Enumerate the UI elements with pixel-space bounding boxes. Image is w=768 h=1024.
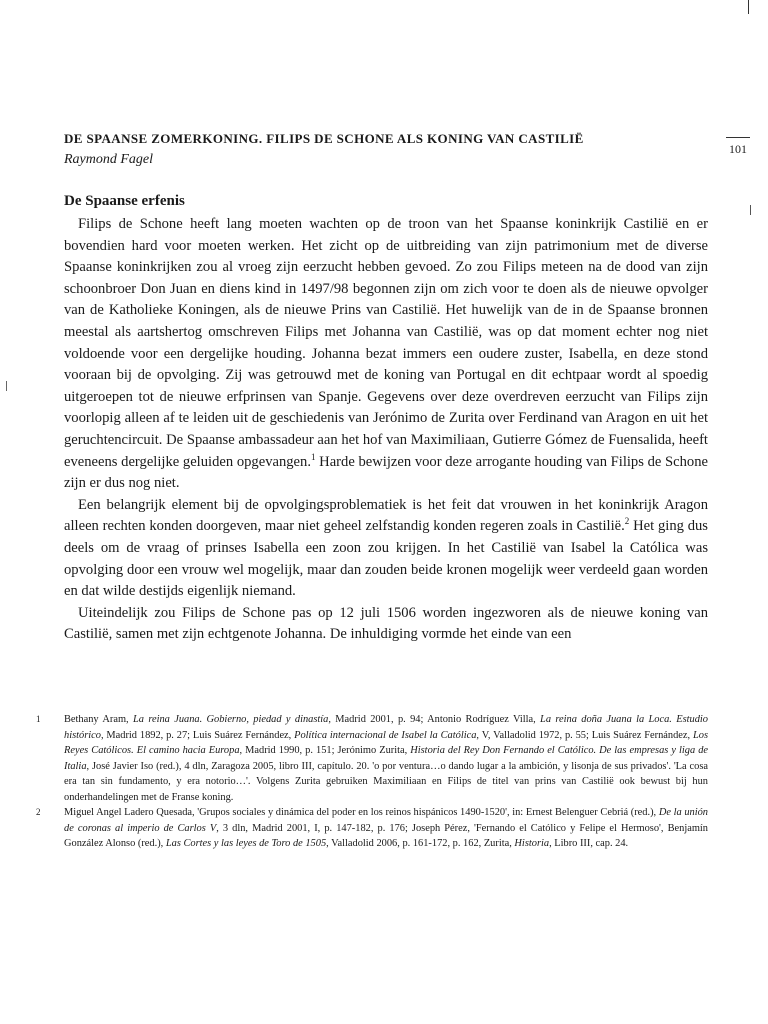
- footnote-segment: , V, Valladolid 1972, p. 55; Luis Suárez Fernández,: [476, 729, 693, 741]
- footnote-title: Los Reyes Católicos. El camino hacia Europa: [64, 729, 708, 756]
- footnote-segment: , Madrid 1990, p. 151; Jerónimo Zurita,: [239, 745, 411, 756]
- footnote-title: Política internacional de Isabel la Católica: [294, 729, 477, 741]
- footnote-number: 1: [36, 714, 41, 724]
- edge-mark: [748, 0, 749, 14]
- footnote-segment: , 3 dln, Madrid 2001, I, p. 147-182, p. 176; Joseph Pérez, 'Fernando el Católico y Felipe el Hermoso', Benjamín González Alonso (red.),: [64, 822, 708, 849]
- footnote: [36, 805, 708, 852]
- article-author: Raymond Fagel: [64, 152, 154, 167]
- footnote-segment: , Madrid 2001, p. 94; Antonio Rodríguez Villa,: [328, 714, 541, 725]
- footnote-text: [64, 712, 708, 805]
- footnote-segment: , Madrid 1892, p. 27; Luis Suárez Fernández,: [100, 729, 295, 741]
- page-number-rule: [726, 137, 750, 138]
- footnote-number: 2: [36, 807, 41, 817]
- paragraph-text: Een belangrijk element bij de opvolgingsproblematiek is het feit dat vrouwen in het koninkrijk Aragon alleen rechten konden doorgeven, maar niet geheel zelfstandig konden regeren zoals in Castilië.: [64, 496, 708, 535]
- paragraph-text: Harde bewijzen voor deze arrogante houding van Filips de Schone zijn er dus nog niet.: [64, 453, 708, 492]
- footnote-segment: Miguel Angel Ladero Quesada, 'Grupos sociales y dinámica del poder en los reinos hispánicos 1490-1520', in: Ernest Belenguer Cebriá (red.),: [64, 807, 659, 818]
- article-title: DE SPAANSE ZOMERKONING. FILIPS DE SCHONE ALS KONING VAN CASTILIË: [64, 131, 584, 146]
- footnotes: [36, 712, 708, 852]
- paragraph-text: Filips de Schone heeft lang moeten wachten op de troon van het Spaanse koninkrijk Castilië en er bovendien hard voor moeten werken. Het zicht op de uitbreiding van zijn patrimonium met de diverse Spaanse koninkrijken zou al vroeg zijn eerzucht hebben gevoed. Zo zou Filips meteen na de dood van zijn schoonbroer Don Juan en diens kind in 1497/98 begonnen zijn om zich voor te doen als de nieuwe opvolger van de Katholieke Koningen, als de nieuwe Prins van Castilië. Het huwelijk van de in de Spaanse bronnen meestal als aartshertog omschreven Filips met Johanna van Castilië, was op dat moment echter nog niet voldoende voor een dergelijke houding. Johanna bezat immers een oudere zuster, Isabella, en deze stond vooraan bij de opvolging. Zij was getrouwd met de koning van Portugal en dit echtpaar wordt al spoedig uitgeroepen tot de nieuwe erfprinsen van Spanje. Gegevens over deze overdreven eerzucht van Filips zijn voorlopig alleen af te leiden uit de geschiedenis van Jerónimo de Zurita over Ferdinand van Aragon en uit het geruchtencircuit. De Spaanse ambassadeur aan het hof van Maximiliaan, Gutierre Gómez de Fuensalida, heeft eveneens dergelijke geluiden opgevangen.: [64, 216, 708, 470]
- footnote-title: Historia: [514, 838, 550, 849]
- paragraph: [64, 495, 708, 603]
- footnote-segment: , Libro III, cap. 24.: [549, 838, 629, 849]
- paragraph: [64, 603, 708, 646]
- edge-mark: [750, 205, 751, 215]
- paragraph-text: Het ging dus deels om de vraag of prinses Isabella een zoon zou krijgen. In het Castilië van Isabel la Católica was opvolging door een vrouw wel mogelijk, maar dan zouden beide kronen mogelijk weer verdeeld gaan worden en dat wilde destijds eigenlijk niemand.: [64, 518, 708, 600]
- footnote-title: La reina Juana. Gobierno, piedad y dinastía: [133, 714, 329, 725]
- footnote-title: Las Cortes y las leyes de Toro de 1505: [165, 838, 327, 849]
- footnote-title: La reina doña Juana la Loca. Estudio histórico: [64, 714, 708, 741]
- footnote-title: Historia del Rey Don Fernando el Católico. De las empresas y liga de Italia: [64, 745, 709, 772]
- footnote-text: [64, 805, 708, 852]
- body-text: [64, 214, 708, 646]
- footnote-segment: , José Javier Iso (red.), 4 dln, Zaragoza 2005, libro III, capítulo. 20. 'o por ventura…o dando lugar a la ambición, y lisonja de sus privados'. 'La cosa era tan sin fundamento, y era notorio…'. Volgens Zurita gebruiken Maximiliaan en Filips de titel van prins van Castilië ook bewust bij hun onderhandelingen met de Franse koning.: [64, 760, 708, 803]
- page-number: 101: [729, 142, 747, 156]
- paragraph-text: Uiteindelijk zou Filips de Schone pas op 12 juli 1506 worden ingezworen als de nieuwe koning van Castilië, samen met zijn echtgenote Johanna. De inhuldiging vormde het einde van een: [64, 604, 708, 643]
- footnote-ref: 2: [624, 516, 630, 527]
- footnote-segment: Bethany Aram,: [64, 714, 133, 725]
- edge-mark: [6, 381, 7, 391]
- footnote-segment: , Valladolid 2006, p. 161-172, p. 162, Zurita,: [326, 838, 515, 849]
- footnote: [36, 712, 708, 805]
- paragraph: [64, 214, 708, 495]
- section-heading: De Spaanse erfenis: [64, 193, 185, 209]
- footnote-ref: 1: [310, 451, 316, 462]
- footnote-title: De la unión de coronas al imperio de Carlos V: [64, 807, 709, 834]
